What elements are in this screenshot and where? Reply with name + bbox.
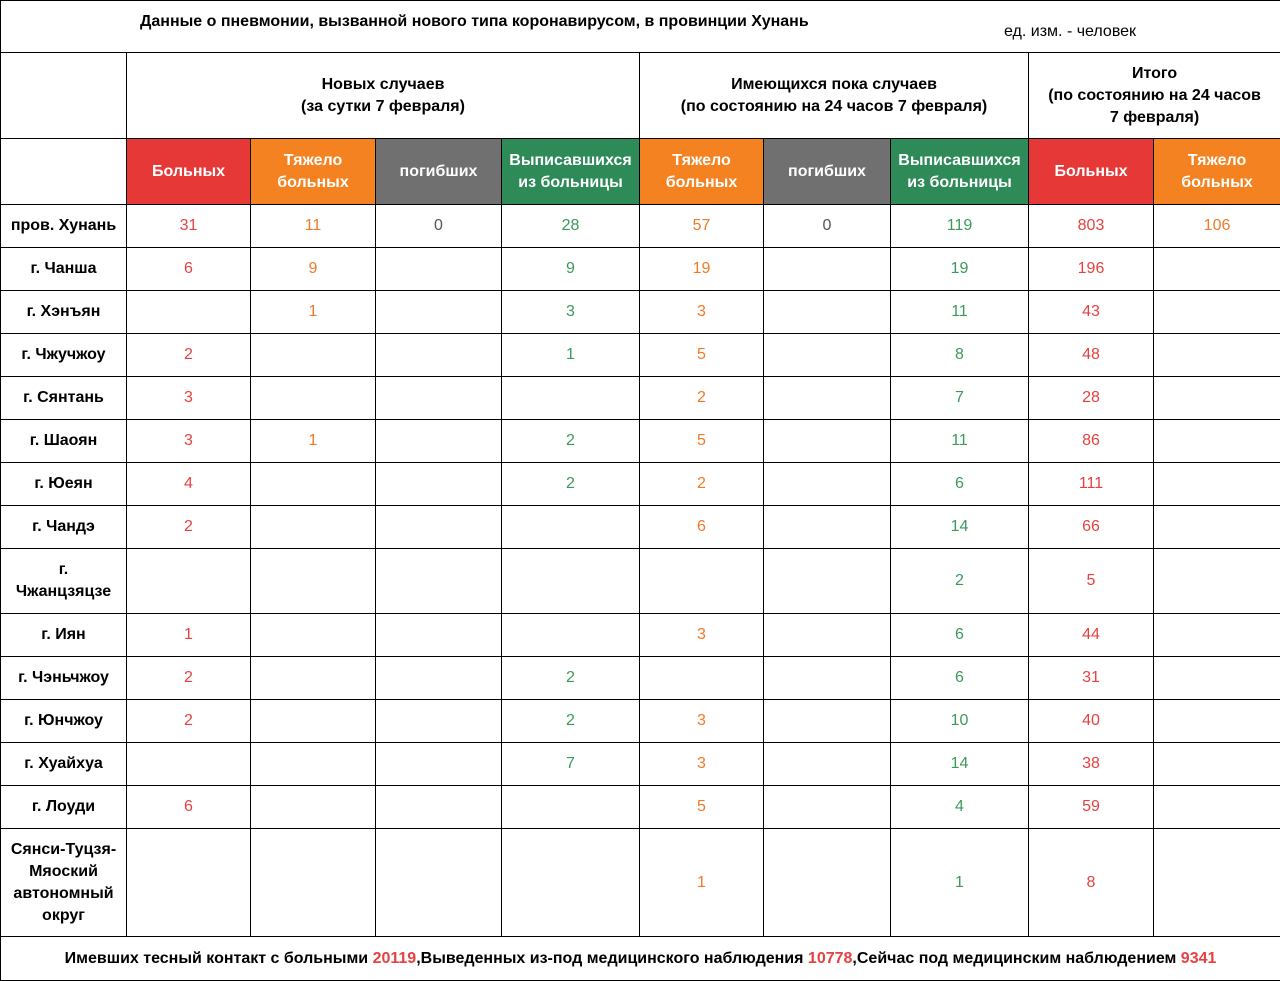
cell-total-severe: 106 bbox=[1154, 205, 1280, 248]
cell-new-sick: 3 bbox=[127, 420, 251, 463]
cell-total-severe bbox=[1154, 829, 1280, 937]
cell-total-sick: 5 bbox=[1029, 549, 1154, 614]
cell-new-discharged bbox=[502, 614, 640, 657]
table-row bbox=[1, 377, 1280, 420]
cell-new-discharged bbox=[502, 549, 640, 614]
cell-total-sick: 38 bbox=[1029, 743, 1154, 786]
cell-new-severe bbox=[251, 377, 376, 420]
header-total-severe: Тяжело больных bbox=[1154, 139, 1280, 205]
cell-new-dead bbox=[376, 549, 502, 614]
cell-ex-dead bbox=[764, 829, 891, 937]
region-name: г. Чандэ bbox=[1, 506, 127, 549]
group-new-cases bbox=[127, 53, 640, 139]
table-row bbox=[1, 291, 1280, 334]
cell-new-discharged: 1 bbox=[502, 334, 640, 377]
cell-new-discharged bbox=[502, 506, 640, 549]
cell-ex-severe: 57 bbox=[640, 205, 764, 248]
cell-total-sick: 31 bbox=[1029, 657, 1154, 700]
region-name: пров. Хунань bbox=[1, 205, 127, 248]
released-count: 10778 bbox=[807, 949, 853, 967]
cell-ex-dead bbox=[764, 549, 891, 614]
cell-total-severe bbox=[1154, 657, 1280, 700]
group-existing-cases bbox=[640, 53, 1029, 139]
cell-ex-discharged: 6 bbox=[891, 614, 1029, 657]
footer-summary: Имевших тесный контакт с больными 20119,Выведенных из-под медицинского наблюдения 10778,Сейчас под медицинским наблюдением 9341 bbox=[1, 937, 1280, 981]
group-existing-subtitle: (по состоянию на 24 часов 7 февраля) bbox=[680, 97, 988, 115]
header-existing-discharged: Выписавшихся из больницы bbox=[891, 139, 1029, 205]
cell-ex-discharged: 4 bbox=[891, 786, 1029, 829]
table-row bbox=[1, 700, 1280, 743]
cell-ex-discharged: 119 bbox=[891, 205, 1029, 248]
cell-ex-severe bbox=[640, 657, 764, 700]
region-name: г. Юеян bbox=[1, 463, 127, 506]
region-name: г. Иян bbox=[1, 614, 127, 657]
cell-new-sick: 2 bbox=[127, 506, 251, 549]
cell-ex-discharged: 6 bbox=[891, 463, 1029, 506]
contact-count: 20119 bbox=[372, 949, 417, 967]
cell-new-sick bbox=[127, 829, 251, 937]
cell-ex-discharged: 14 bbox=[891, 743, 1029, 786]
cell-new-dead bbox=[376, 614, 502, 657]
cell-ex-severe: 19 bbox=[640, 248, 764, 291]
cell-new-dead bbox=[376, 829, 502, 937]
table-row bbox=[1, 506, 1280, 549]
title-row bbox=[1, 1, 1280, 53]
header-existing-dead: погибших bbox=[764, 139, 891, 205]
cell-total-sick: 66 bbox=[1029, 506, 1154, 549]
cell-ex-severe: 3 bbox=[640, 700, 764, 743]
cell-ex-dead bbox=[764, 700, 891, 743]
cell-total-sick: 48 bbox=[1029, 334, 1154, 377]
cell-ex-dead bbox=[764, 506, 891, 549]
cell-total-severe bbox=[1154, 700, 1280, 743]
cell-new-severe bbox=[251, 657, 376, 700]
cell-ex-dead bbox=[764, 463, 891, 506]
cell-new-dead bbox=[376, 420, 502, 463]
cell-ex-dead bbox=[764, 657, 891, 700]
cell-ex-severe: 3 bbox=[640, 291, 764, 334]
cell-total-severe bbox=[1154, 291, 1280, 334]
cell-ex-discharged: 1 bbox=[891, 829, 1029, 937]
cell-ex-dead bbox=[764, 743, 891, 786]
cell-new-dead bbox=[376, 700, 502, 743]
cell-new-sick: 1 bbox=[127, 614, 251, 657]
cell-total-sick: 196 bbox=[1029, 248, 1154, 291]
cell-new-sick: 2 bbox=[127, 657, 251, 700]
cell-ex-dead bbox=[764, 786, 891, 829]
cell-new-severe bbox=[251, 743, 376, 786]
table-row bbox=[1, 248, 1280, 291]
cell-ex-discharged: 7 bbox=[891, 377, 1029, 420]
cell-new-dead bbox=[376, 248, 502, 291]
table-row bbox=[1, 743, 1280, 786]
region-name: г. Хуайхуа bbox=[1, 743, 127, 786]
cell-new-sick: 6 bbox=[127, 786, 251, 829]
cell-new-dead: 0 bbox=[376, 205, 502, 248]
cell-new-discharged bbox=[502, 377, 640, 420]
cell-ex-severe: 2 bbox=[640, 377, 764, 420]
table-row bbox=[1, 463, 1280, 506]
cell-new-severe bbox=[251, 614, 376, 657]
cell-ex-dead: 0 bbox=[764, 205, 891, 248]
region-name: г. Чэньчжоу bbox=[1, 657, 127, 700]
cell-new-dead bbox=[376, 743, 502, 786]
table-row bbox=[1, 420, 1280, 463]
cell-new-sick bbox=[127, 291, 251, 334]
group-new-title: Новых случаев bbox=[321, 75, 445, 93]
cell-ex-severe: 3 bbox=[640, 614, 764, 657]
cell-ex-dead bbox=[764, 614, 891, 657]
region-name: г. Хэнъян bbox=[1, 291, 127, 334]
sub-header-row bbox=[1, 139, 1280, 205]
cell-ex-discharged: 11 bbox=[891, 420, 1029, 463]
table-row bbox=[1, 334, 1280, 377]
cell-ex-dead bbox=[764, 291, 891, 334]
cell-ex-dead bbox=[764, 420, 891, 463]
cell-new-severe bbox=[251, 829, 376, 937]
header-existing-severe: Тяжело больных bbox=[640, 139, 764, 205]
cell-total-sick: 43 bbox=[1029, 291, 1154, 334]
cell-new-severe: 9 bbox=[251, 248, 376, 291]
table-row bbox=[1, 205, 1280, 248]
observed-count: 9341 bbox=[1180, 949, 1217, 967]
header-total-sick: Больных bbox=[1029, 139, 1154, 205]
cell-new-discharged bbox=[502, 786, 640, 829]
cell-new-discharged: 3 bbox=[502, 291, 640, 334]
header-new-sick: Больных bbox=[127, 139, 251, 205]
page-title: Данные о пневмонии, вызванной нового типа коронавирусом, в провинции Хунань bbox=[140, 13, 809, 30]
cell-ex-discharged: 19 bbox=[891, 248, 1029, 291]
cell-new-discharged: 2 bbox=[502, 420, 640, 463]
cell-new-severe bbox=[251, 506, 376, 549]
cell-new-dead bbox=[376, 657, 502, 700]
group-total bbox=[1029, 53, 1280, 139]
cell-new-dead bbox=[376, 291, 502, 334]
header-new-severe: Тяжело больных bbox=[251, 139, 376, 205]
cell-total-severe bbox=[1154, 549, 1280, 614]
cell-new-severe: 1 bbox=[251, 291, 376, 334]
cell-new-sick: 6 bbox=[127, 248, 251, 291]
cell-total-sick: 44 bbox=[1029, 614, 1154, 657]
cell-total-sick: 111 bbox=[1029, 463, 1154, 506]
cell-total-sick: 86 bbox=[1029, 420, 1154, 463]
cell-total-severe bbox=[1154, 463, 1280, 506]
cell-new-dead bbox=[376, 334, 502, 377]
cell-new-severe bbox=[251, 463, 376, 506]
cell-new-discharged: 2 bbox=[502, 463, 640, 506]
header-new-dead: погибших bbox=[376, 139, 502, 205]
region-name: г. Юнчжоу bbox=[1, 700, 127, 743]
cell-total-severe bbox=[1154, 614, 1280, 657]
cell-ex-severe: 5 bbox=[640, 334, 764, 377]
cell-ex-dead bbox=[764, 377, 891, 420]
cell-ex-severe: 5 bbox=[640, 420, 764, 463]
region-name: Сянси-Туцзя-Мяоский автономный округ bbox=[1, 829, 127, 937]
region-name: г. Чанша bbox=[1, 248, 127, 291]
cell-ex-severe: 5 bbox=[640, 786, 764, 829]
corner-cell-2 bbox=[1, 139, 127, 205]
cell-new-severe bbox=[251, 786, 376, 829]
cell-new-discharged: 28 bbox=[502, 205, 640, 248]
cell-new-dead bbox=[376, 506, 502, 549]
cell-new-discharged: 9 bbox=[502, 248, 640, 291]
cell-new-sick: 4 bbox=[127, 463, 251, 506]
cell-total-severe bbox=[1154, 248, 1280, 291]
cell-total-sick: 28 bbox=[1029, 377, 1154, 420]
table-row bbox=[1, 549, 1280, 614]
cell-new-sick: 2 bbox=[127, 334, 251, 377]
group-total-subtitle: (по состоянию на 24 часов bbox=[1048, 86, 1261, 104]
cell-ex-discharged: 8 bbox=[891, 334, 1029, 377]
cell-ex-discharged: 10 bbox=[891, 700, 1029, 743]
group-existing-title: Имеющихся пока случаев bbox=[731, 75, 937, 93]
cell-new-discharged: 7 bbox=[502, 743, 640, 786]
cell-ex-discharged: 6 bbox=[891, 657, 1029, 700]
cell-ex-discharged: 11 bbox=[891, 291, 1029, 334]
region-name: г. Лоуди bbox=[1, 786, 127, 829]
group-total-subtitle-2: 7 февраля) bbox=[1109, 108, 1200, 126]
region-name: г. Шаоян bbox=[1, 420, 127, 463]
region-name: г. Чжучжоу bbox=[1, 334, 127, 377]
cell-new-discharged: 2 bbox=[502, 700, 640, 743]
cell-new-dead bbox=[376, 463, 502, 506]
cell-total-severe bbox=[1154, 377, 1280, 420]
cell-new-severe bbox=[251, 700, 376, 743]
cell-total-sick: 803 bbox=[1029, 205, 1154, 248]
cell-total-severe bbox=[1154, 506, 1280, 549]
cell-new-discharged: 2 bbox=[502, 657, 640, 700]
cell-total-sick: 40 bbox=[1029, 700, 1154, 743]
cell-new-sick: 2 bbox=[127, 700, 251, 743]
unit-note: ед. изм. - человек bbox=[1004, 23, 1137, 40]
cell-new-dead bbox=[376, 377, 502, 420]
region-name: г. Чжанцзяцзе bbox=[1, 549, 127, 614]
cell-new-sick bbox=[127, 743, 251, 786]
cell-ex-severe bbox=[640, 549, 764, 614]
cell-new-sick: 3 bbox=[127, 377, 251, 420]
cell-ex-severe: 6 bbox=[640, 506, 764, 549]
cell-total-severe bbox=[1154, 786, 1280, 829]
footer-row bbox=[1, 937, 1280, 981]
cell-ex-dead bbox=[764, 334, 891, 377]
cell-new-severe bbox=[251, 549, 376, 614]
cell-ex-severe: 3 bbox=[640, 743, 764, 786]
table-row bbox=[1, 657, 1280, 700]
cell-total-sick: 8 bbox=[1029, 829, 1154, 937]
table-row bbox=[1, 786, 1280, 829]
cell-total-severe bbox=[1154, 334, 1280, 377]
group-total-title: Итого bbox=[1131, 64, 1178, 82]
cell-new-severe: 11 bbox=[251, 205, 376, 248]
cell-new-sick: 31 bbox=[127, 205, 251, 248]
table-row bbox=[1, 829, 1280, 937]
cell-ex-severe: 2 bbox=[640, 463, 764, 506]
cell-ex-dead bbox=[764, 248, 891, 291]
cell-total-severe bbox=[1154, 743, 1280, 786]
cell-total-severe bbox=[1154, 420, 1280, 463]
cell-ex-discharged: 14 bbox=[891, 506, 1029, 549]
cell-ex-discharged: 2 bbox=[891, 549, 1029, 614]
group-new-subtitle: (за сутки 7 февраля) bbox=[301, 97, 465, 115]
region-name: г. Сянтань bbox=[1, 377, 127, 420]
cell-new-discharged bbox=[502, 829, 640, 937]
table-row bbox=[1, 614, 1280, 657]
header-new-discharged: Выписавшихся из больницы bbox=[502, 139, 640, 205]
cell-total-sick: 59 bbox=[1029, 786, 1154, 829]
cell-new-dead bbox=[376, 786, 502, 829]
corner-cell bbox=[1, 53, 127, 139]
cell-new-severe bbox=[251, 334, 376, 377]
cell-new-sick bbox=[127, 549, 251, 614]
cell-new-severe: 1 bbox=[251, 420, 376, 463]
group-header-row bbox=[1, 53, 1280, 139]
cell-ex-severe: 1 bbox=[640, 829, 764, 937]
